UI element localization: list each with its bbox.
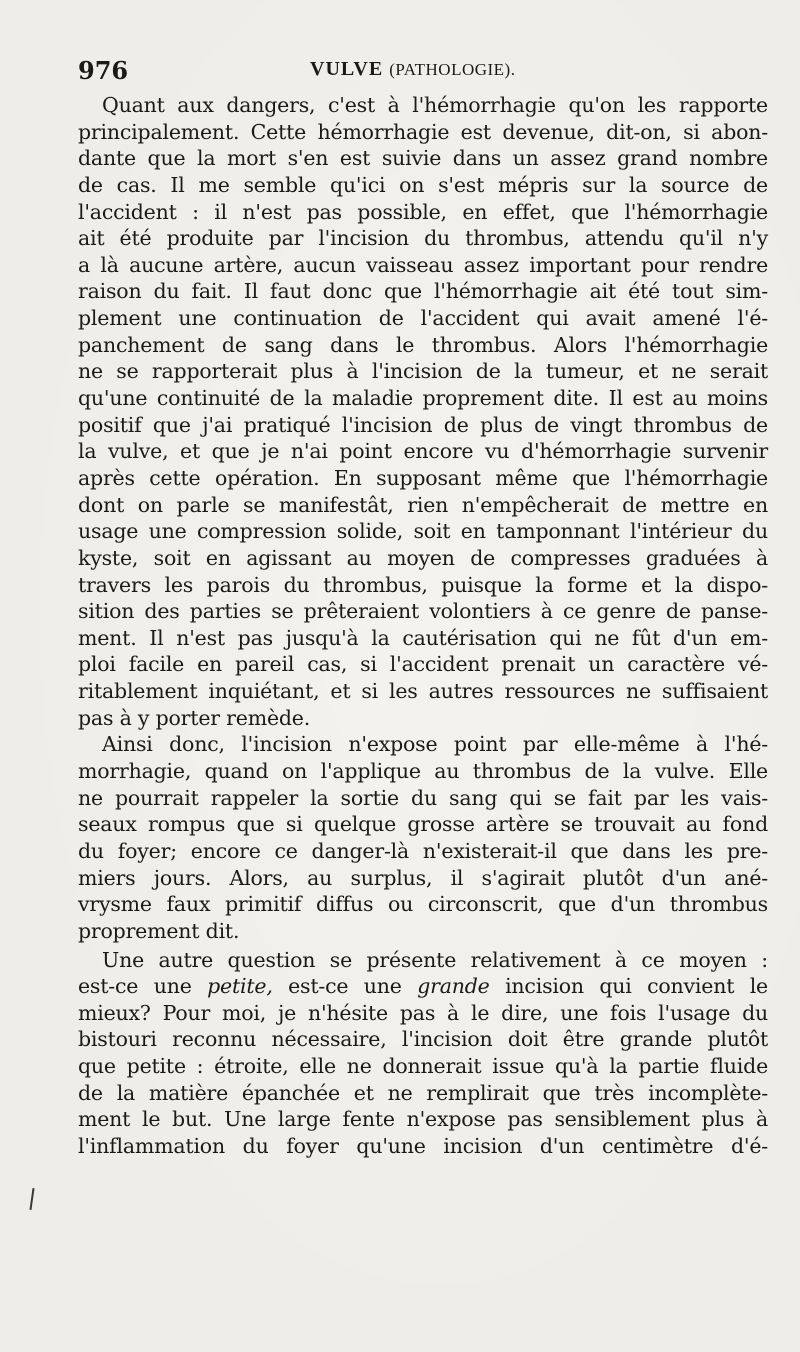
text-line: mieux? Pour moi, je n'hésite pas à le dire, une fois l'usage du (78, 1000, 768, 1025)
text-line: morrhagie, quand on l'applique au thrombus de la vulve. Elle (78, 759, 768, 784)
text-line: est-ce une petite, est-ce une grande incision qui convient le (78, 974, 768, 999)
text-line: principalement. Cette hémorrhagie est devenue, dit-on, si abon- (78, 119, 768, 144)
text-line: a là aucune artère, aucun vaisseau assez important pour rendre (78, 252, 768, 277)
paragraph-2 (78, 731, 768, 944)
text-line: la vulve, et que je n'ai point encore vu d'hémorrhagie survenir (78, 439, 768, 464)
text-line: raison du fait. Il faut donc que l'hémorrhagie ait été tout sim- (78, 279, 768, 304)
text-line: panchement de sang dans le thrombus. Alors l'hémorrhagie (78, 332, 768, 357)
italic-word: petite, (207, 974, 273, 999)
text-line: Une autre question se présente relativement à ce moyen : (102, 947, 768, 972)
page-header (78, 56, 765, 90)
running-head-title: VULVE (310, 58, 384, 80)
text-line: ne se rapporterait plus à l'incision de la tumeur, et ne serait (78, 359, 768, 384)
text-line: du foyer; encore ce danger-là n'existerait-il que dans les pre- (78, 838, 768, 863)
text-line: l'inflammation du foyer qu'une incision d'un centimètre d'é- (78, 1133, 768, 1158)
italic-word: grande (417, 974, 490, 999)
text-line: ne pourrait rappeler la sortie du sang qui se fait par les vais- (78, 785, 768, 810)
text-line: ment. Il n'est pas jusqu'à la cautérisation qui ne fût d'un em- (78, 625, 768, 650)
text-line: que petite : étroite, elle ne donnerait issue qu'à la partie fluide (78, 1054, 768, 1079)
text-line: ploi facile en pareil cas, si l'accident prenait un caractère vé- (78, 652, 768, 677)
text-line: Quant aux dangers, c'est à l'hémorrhagie qu'on les rapporte (102, 93, 768, 117)
page-number: 976 (78, 56, 129, 85)
text-line: plement une continuation de l'accident qui avait amené l'é- (78, 306, 768, 331)
text-line: pas à y porter remède. (78, 705, 311, 730)
text-line: usage une compression solide, soit en tamponnant l'intérieur du (78, 519, 768, 544)
text-line: proprement dit. (78, 918, 240, 943)
paragraph-3 (78, 947, 768, 1160)
text-line: vrysme faux primitif diffus ou circonscrit, que d'un thrombus (78, 892, 768, 917)
text-line: de cas. Il me semble qu'ici on s'est mépris sur la source de (78, 172, 768, 197)
text-line: dante que la mort s'en est suivie dans un assez grand nombre (78, 146, 768, 171)
margin-mark (29, 1188, 34, 1210)
text-line: dont on parle se manifestât, rien n'empêcherait de mettre en (78, 492, 768, 517)
text-line: qu'une continuité de la maladie proprement dite. Il est au moins (78, 386, 768, 411)
text-line: sition des parties se prêteraient volontiers à ce genre de panse- (78, 599, 768, 624)
text-line: de la matière épanchée et ne remplirait que très incomplète- (78, 1080, 768, 1105)
text-line: ait été produite par l'incision du thrombus, attendu qu'il n'y (78, 226, 768, 251)
text-line: bistouri reconnu nécessaire, l'incision doit être grande plutôt (78, 1027, 768, 1052)
text-line: ritablement inquiétant, et si les autres ressources ne suffisaient (78, 679, 768, 704)
running-head-subtitle: (PATHOLOGIE). (389, 60, 516, 79)
text-line: miers jours. Alors, au surplus, il s'agirait plutôt d'un ané- (78, 865, 768, 890)
text-line: ment le but. Une large fente n'expose pas sensiblement plus à (78, 1107, 768, 1132)
paragraph-1 (78, 92, 768, 731)
body-text (78, 92, 768, 1160)
text-line: après cette opération. En supposant même que l'hémorrhagie (78, 465, 768, 490)
text-line: l'accident : il n'est pas possible, en effet, que l'hémorrhagie (78, 199, 768, 224)
running-head (310, 58, 515, 81)
text-line: positif que j'ai pratiqué l'incision de plus de vingt thrombus de (78, 412, 768, 437)
text-line: travers les parois du thrombus, puisque la forme et la dispo- (78, 572, 768, 597)
text-line: kyste, soit en agissant au moyen de compresses graduées à (78, 545, 768, 570)
text-line: seaux rompus que si quelque grosse artère se trouvait au fond (78, 812, 768, 837)
text-line: Ainsi donc, l'incision n'expose point par elle-même à l'hé- (102, 732, 768, 757)
